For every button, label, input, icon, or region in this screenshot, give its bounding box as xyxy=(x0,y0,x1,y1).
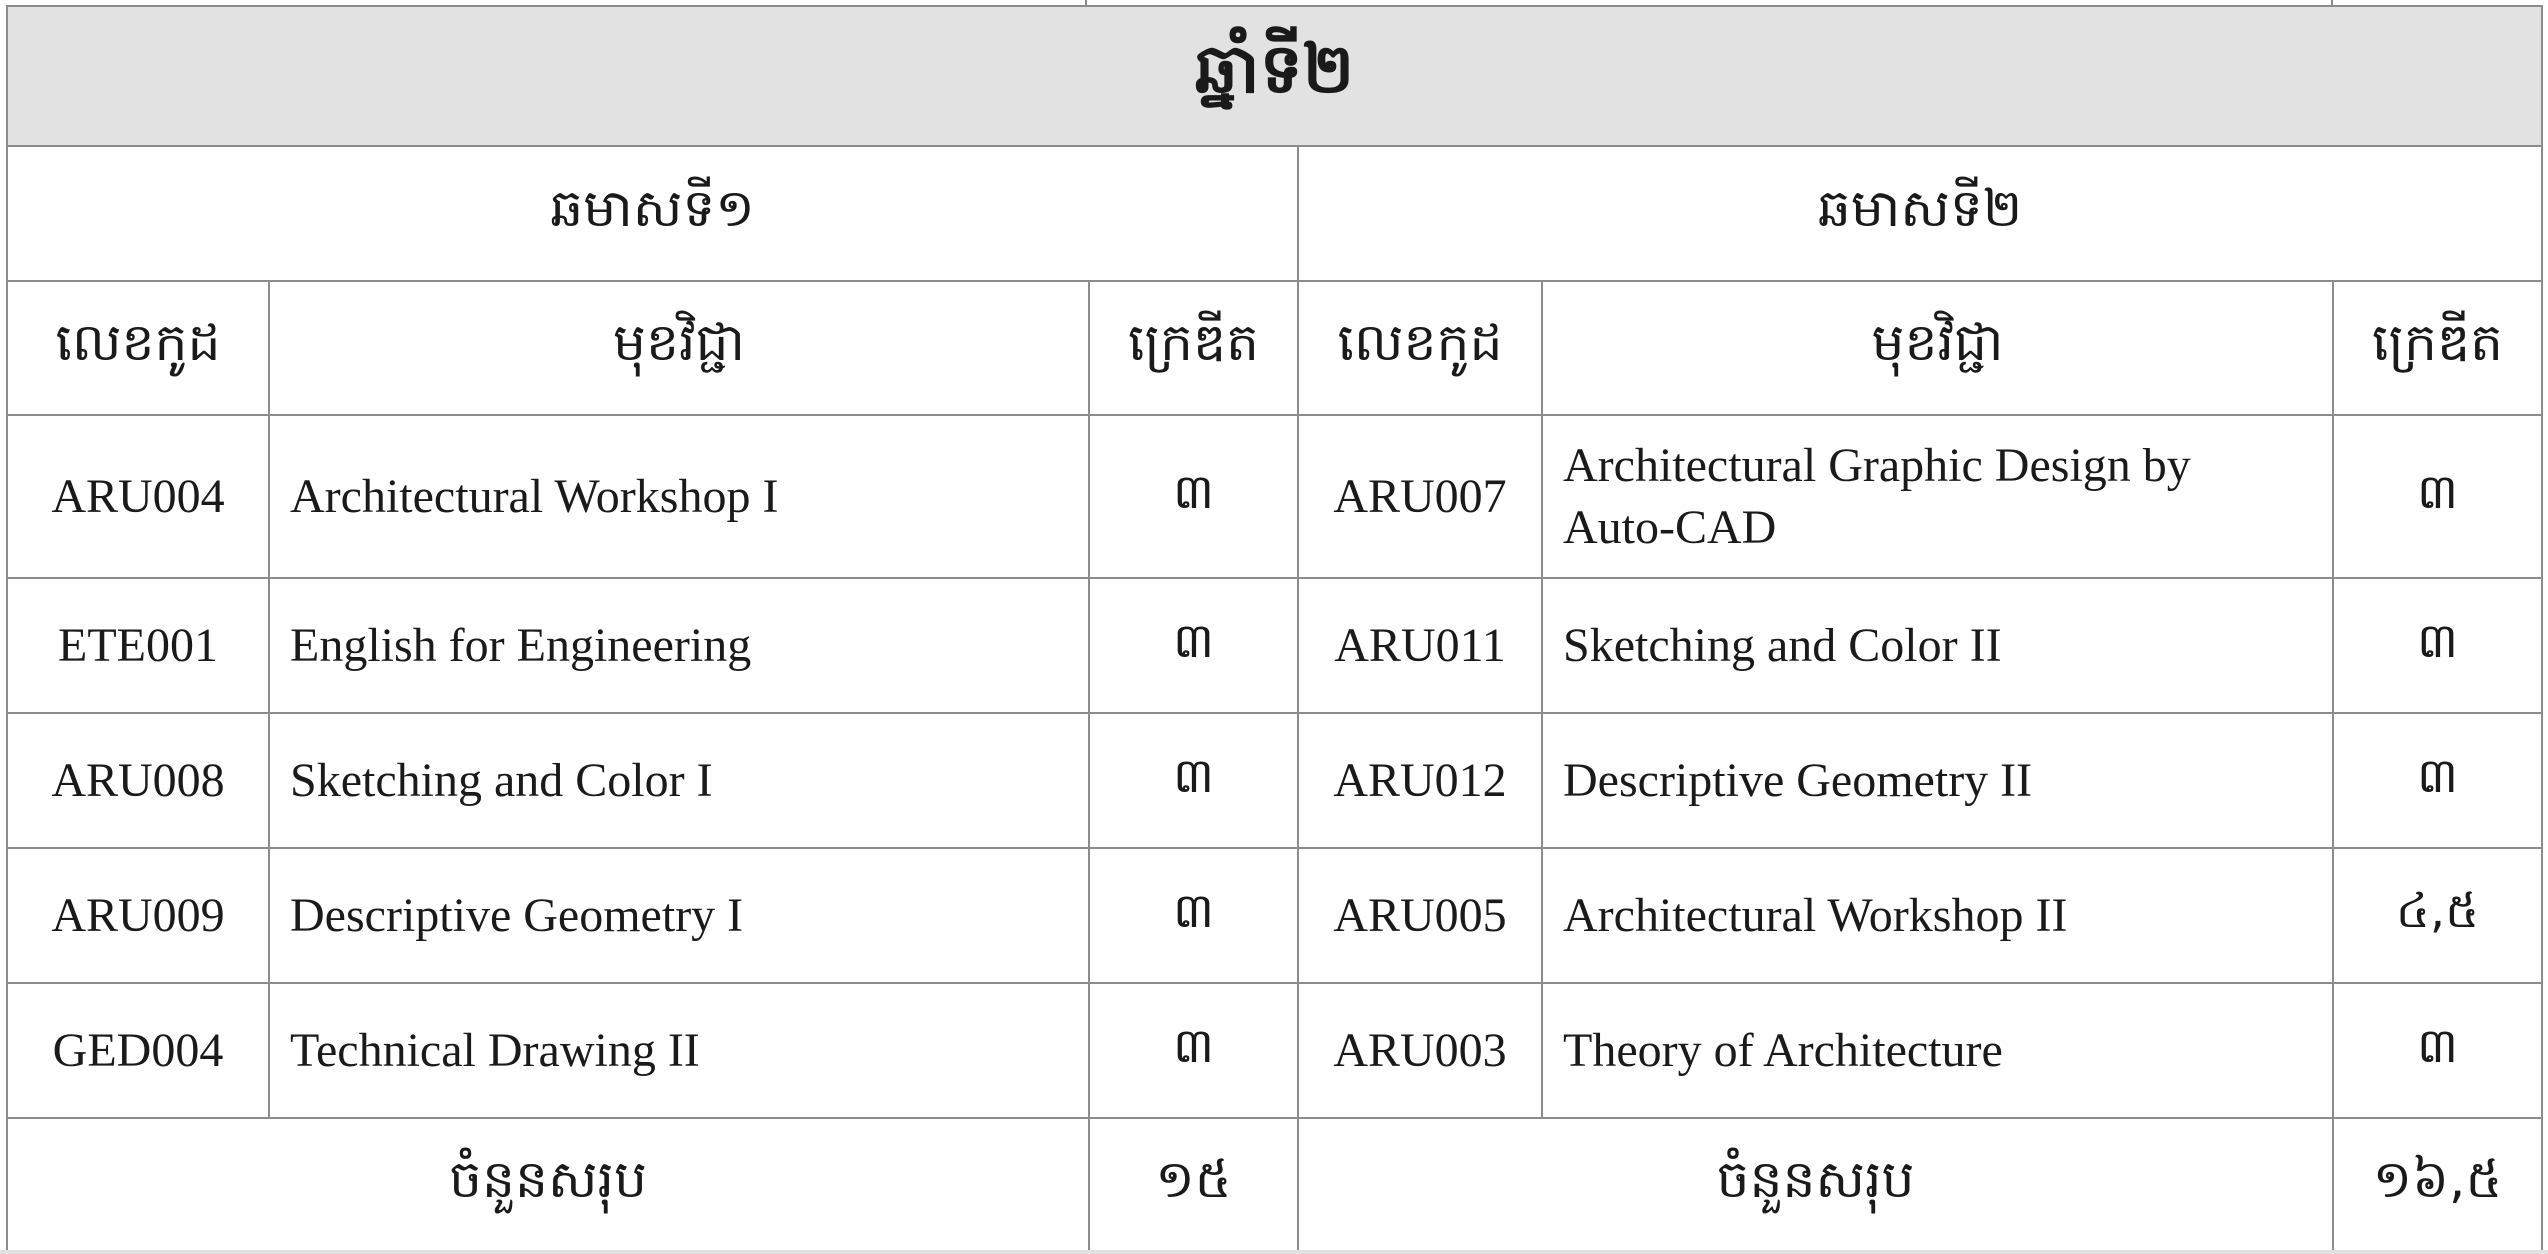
column-header-code: លេខកូដ xyxy=(7,281,269,415)
column-header-row xyxy=(7,281,2542,415)
course-credit: ៣ xyxy=(2333,983,2542,1118)
year-title-row xyxy=(7,6,2542,146)
course-subject: Technical Drawing II xyxy=(269,983,1089,1118)
course-code: GED004 xyxy=(7,983,269,1118)
table-row xyxy=(7,848,2542,983)
course-credit: ៣ xyxy=(1089,983,1298,1118)
course-code: ARU003 xyxy=(1298,983,1542,1118)
course-subject: Architectural Graphic Design by Auto-CAD xyxy=(1542,415,2333,578)
course-subject: English for Engineering xyxy=(269,578,1089,713)
year-title: ឆ្នាំទី២ xyxy=(7,6,2542,146)
course-code: ARU007 xyxy=(1298,415,1542,578)
course-credit: ៣ xyxy=(1089,578,1298,713)
course-code: ARU011 xyxy=(1298,578,1542,713)
column-header-subject: មុខវិជ្ជា xyxy=(1542,281,2333,415)
column-header-credit: ក្រេឌីត xyxy=(1089,281,1298,415)
semester-1-total-credits: ១៥ xyxy=(1089,1118,1298,1252)
table-row xyxy=(7,415,2542,578)
course-subject: Architectural Workshop I xyxy=(269,415,1089,578)
course-code: ARU005 xyxy=(1298,848,1542,983)
course-credit: ៣ xyxy=(2333,578,2542,713)
course-credit: ៣ xyxy=(1089,848,1298,983)
course-subject: Descriptive Geometry I xyxy=(269,848,1089,983)
year-two-curriculum-table xyxy=(6,5,2543,1253)
semester-1-title: ឆមាសទី១ xyxy=(7,146,1298,281)
course-code: ARU012 xyxy=(1298,713,1542,848)
total-row xyxy=(7,1118,2542,1252)
next-table-edge xyxy=(0,1250,2548,1254)
table-row xyxy=(7,713,2542,848)
course-code: ARU004 xyxy=(7,415,269,578)
course-subject: Theory of Architecture xyxy=(1542,983,2333,1118)
semester-2-title: ឆមាសទី២ xyxy=(1298,146,2542,281)
course-code: ARU008 xyxy=(7,713,269,848)
course-subject: Architectural Workshop II xyxy=(1542,848,2333,983)
column-header-code: លេខកូដ xyxy=(1298,281,1542,415)
course-subject: Descriptive Geometry II xyxy=(1542,713,2333,848)
semester-2-total-credits: ១៦,៥ xyxy=(2333,1118,2542,1252)
table-row xyxy=(7,983,2542,1118)
column-header-credit: ក្រេឌីត xyxy=(2333,281,2542,415)
course-credit: ៣ xyxy=(2333,713,2542,848)
semester-title-row xyxy=(7,146,2542,281)
course-credit: ៤,៥ xyxy=(2333,848,2542,983)
semester-2-total-label: ចំនួនសរុប xyxy=(1298,1118,2333,1252)
table-row xyxy=(7,578,2542,713)
course-code: ARU009 xyxy=(7,848,269,983)
course-credit: ៣ xyxy=(2333,415,2542,578)
course-subject: Sketching and Color II xyxy=(1542,578,2333,713)
course-code: ETE001 xyxy=(7,578,269,713)
course-credit: ៣ xyxy=(1089,415,1298,578)
course-credit: ៣ xyxy=(1089,713,1298,848)
column-header-subject: មុខវិជ្ជា xyxy=(269,281,1089,415)
course-subject: Sketching and Color I xyxy=(269,713,1089,848)
semester-1-total-label: ចំនួនសរុប xyxy=(7,1118,1089,1252)
